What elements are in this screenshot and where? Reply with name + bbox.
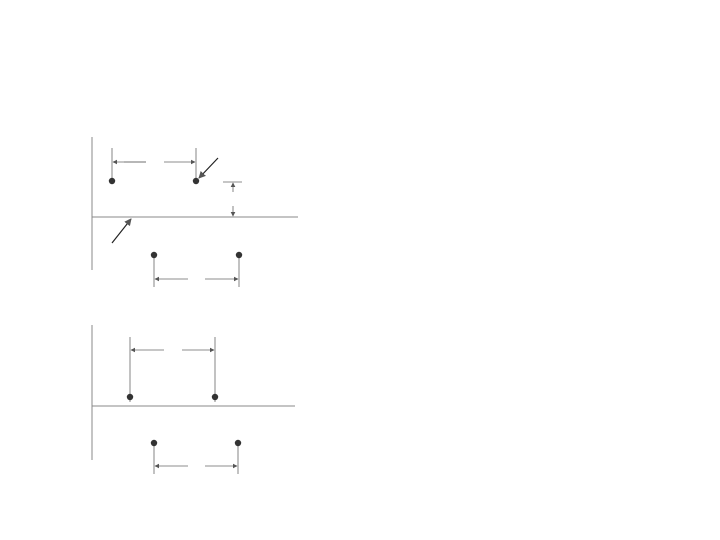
phase-dot-1 — [127, 394, 133, 400]
trough-time-dot-1 — [151, 440, 157, 446]
time-wave-figure — [92, 325, 295, 474]
crest-dot-1 — [109, 178, 115, 184]
trough-dot-2 — [236, 252, 242, 258]
crest-pointer — [199, 158, 218, 178]
trough-dot-1 — [151, 252, 157, 258]
snapshot-wave-figure — [92, 137, 298, 287]
crest-dot-2 — [193, 178, 199, 184]
phase-dot-2 — [212, 394, 218, 400]
node-pointer — [112, 219, 131, 243]
trough-time-dot-2 — [235, 440, 241, 446]
